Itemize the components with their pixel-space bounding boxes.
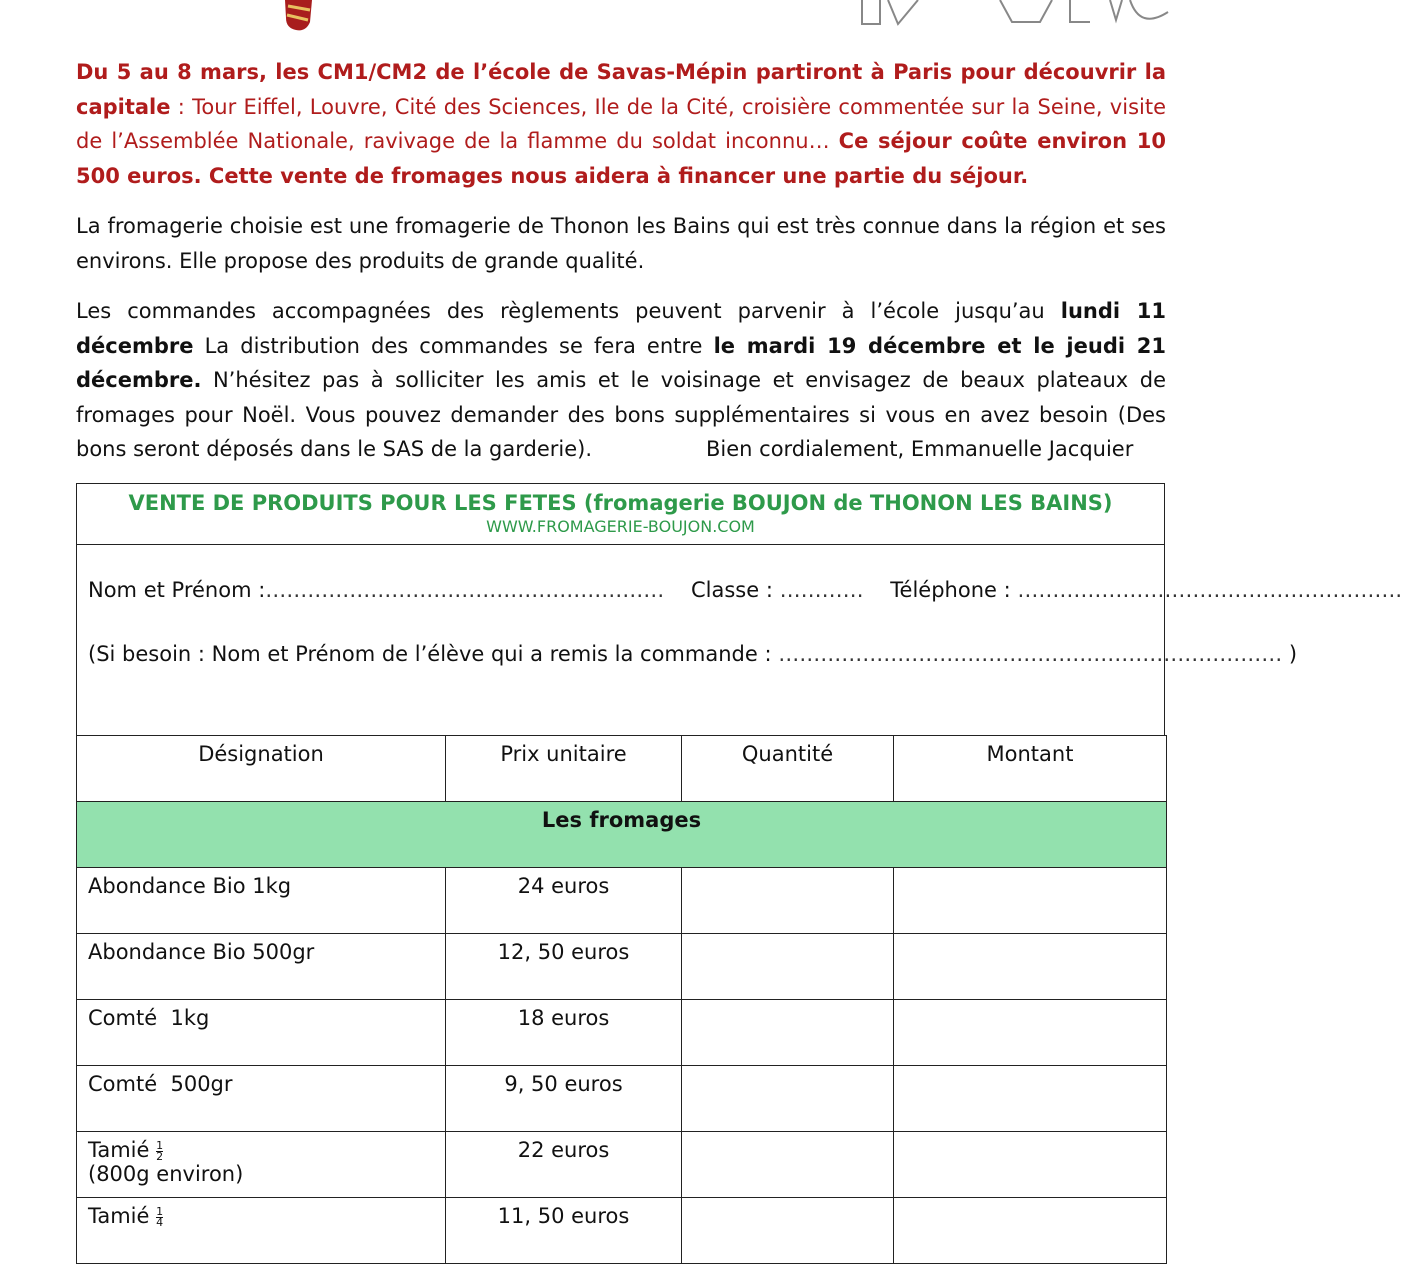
quantity-cell[interactable]	[682, 1066, 894, 1132]
phone-label: Téléphone :	[890, 578, 1018, 602]
item-name: Tamié	[88, 1138, 157, 1162]
contact-line	[88, 578, 1402, 602]
form-title: VENTE DE PRODUITS POUR LES FETES (fromagerie BOUJON de THONON LES BAINS)	[128, 491, 1113, 515]
item-price: 22 euros	[446, 1132, 682, 1198]
item-price: 11, 50 euros	[446, 1198, 682, 1264]
item-name-cell	[77, 1198, 446, 1264]
amount-cell[interactable]	[894, 1132, 1167, 1198]
intro-paragraph	[76, 55, 1166, 193]
student-label: (Si besoin : Nom et Prénom de l’élève qui a remis la commande :	[88, 642, 779, 666]
form-header	[77, 484, 1164, 545]
name-label: Nom et Prénom :	[88, 578, 266, 602]
item-price: 9, 50 euros	[446, 1066, 682, 1132]
fraction: $\frac{1}{4}$	[156, 1204, 164, 1229]
name-field[interactable]: …………………………………………………	[265, 578, 665, 602]
amount-cell[interactable]	[894, 1066, 1167, 1132]
item-name: Abondance Bio 1kg	[77, 868, 446, 934]
student-field[interactable]: ………………………………………………………………	[778, 642, 1289, 666]
orders-text-c: N’hésitez pas à solliciter les amis et le voisinage et envisagez de beaux plateaux de fromages pour Noël. Vous pouvez demander des bons supplémentaires si vous en avez besoin (Des bons seront déposés dans le SAS de la garderie).	[76, 368, 1166, 461]
paris-lettering-icon	[862, 0, 1168, 24]
distribution-dates: le mardi 19 décembre et le jeudi 21 décembre.	[76, 333, 1166, 392]
item-name-cell	[77, 1132, 446, 1198]
item-price: 24 euros	[446, 868, 682, 934]
item-price: 12, 50 euros	[446, 934, 682, 1000]
amount-cell[interactable]	[894, 1198, 1167, 1264]
quantity-cell[interactable]	[682, 1000, 894, 1066]
fraction: $\frac{1}{2}$	[156, 1138, 164, 1163]
header-designation: Désignation	[77, 736, 446, 802]
table-row	[77, 868, 1167, 934]
fromagerie-paragraph: La fromagerie choisie est une fromagerie de Thonon les Bains qui est très connue dans la région et ses environs. Elle propose des produits de grande qualité.	[76, 214, 1166, 273]
intro-text: : Tour Eiffel, Louvre, Cité des Sciences, Ile de la Cité, croisière commentée sur la Seine, visite de l’Assemblée Nationale, ravivage de la flamme du soldat inconnu…	[76, 94, 1166, 153]
class-field[interactable]: …………	[779, 578, 864, 602]
header-amount: Montant	[894, 736, 1167, 802]
header-unit-price: Prix unitaire	[446, 736, 682, 802]
table-row	[77, 934, 1167, 1000]
table-row	[77, 1132, 1167, 1198]
header-decoration	[0, 0, 1241, 40]
item-weight: (800g environ)	[88, 1162, 244, 1186]
orders-text-a: Les commandes accompagnées des règlements peuvent parvenir à l’école jusqu’au	[76, 299, 1061, 323]
item-name: Comté 500gr	[77, 1066, 446, 1132]
order-deadline: lundi 11 décembre	[76, 299, 1166, 358]
item-price: 18 euros	[446, 1000, 682, 1066]
phone-field[interactable]: ……………………………………………….	[1017, 578, 1402, 602]
student-close: )	[1288, 642, 1298, 666]
order-table	[76, 735, 1167, 1264]
table-row	[77, 1000, 1167, 1066]
section-row	[77, 802, 1167, 868]
item-name: Comté 1kg	[77, 1000, 446, 1066]
header-quantity: Quantité	[682, 736, 894, 802]
quantity-cell[interactable]	[682, 1132, 894, 1198]
section-title: Les fromages	[77, 802, 1167, 868]
quantity-cell[interactable]	[682, 868, 894, 934]
table-header-row	[77, 736, 1167, 802]
amount-cell[interactable]	[894, 1000, 1167, 1066]
intro-cost: Ce séjour coûte environ 10 500 euros. Cette vente de fromages nous aidera à financer une partie du séjour.	[76, 129, 1166, 188]
signature: Bien cordialement, Emmanuelle Jacquier	[706, 437, 1134, 461]
quantity-cell[interactable]	[682, 934, 894, 1000]
item-name: Abondance Bio 500gr	[77, 934, 446, 1000]
amount-cell[interactable]	[894, 868, 1167, 934]
candy-cane-icon	[285, 0, 312, 30]
table-row	[77, 1066, 1167, 1132]
table-row	[77, 1198, 1167, 1264]
intro-lead: Du 5 au 8 mars, les CM1/CM2 de l’école de Savas-Mépin partiront à Paris pour découvrir la capitale	[76, 60, 1166, 119]
orders-text-b: La distribution des commandes se fera entre	[193, 333, 714, 358]
amount-cell[interactable]	[894, 934, 1167, 1000]
item-name: Tamié	[88, 1204, 157, 1228]
quantity-cell[interactable]	[682, 1198, 894, 1264]
student-line	[88, 642, 1297, 666]
class-label: Classe :	[690, 578, 780, 602]
website-link[interactable]: WWW.FROMAGERIE-BOUJON.COM	[486, 517, 755, 536]
order-form	[76, 483, 1402, 735]
